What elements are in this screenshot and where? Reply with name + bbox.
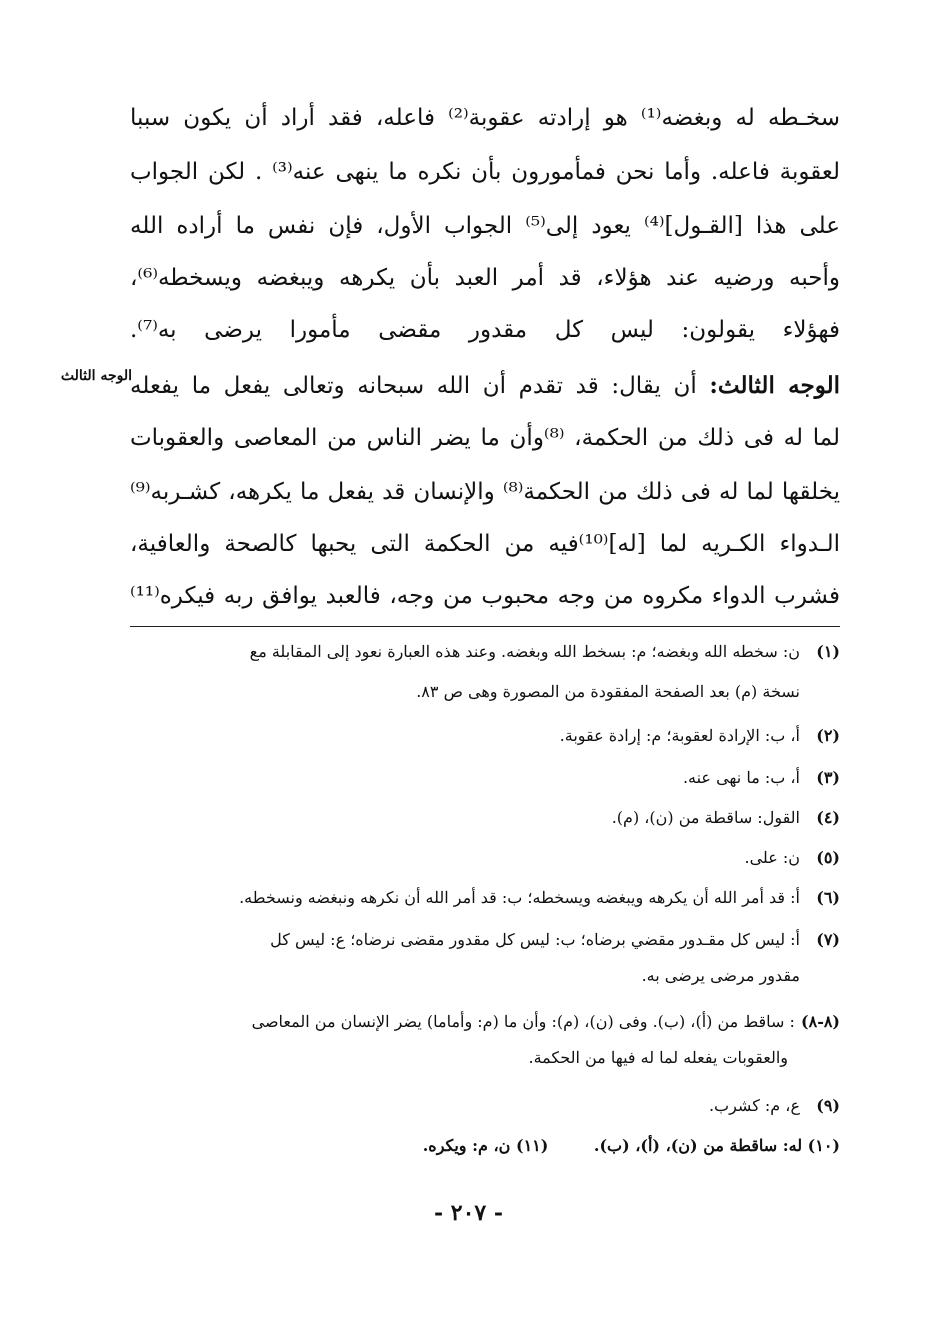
footnote-number: (١١) <box>515 1136 549 1155</box>
footnote-pair <box>130 1134 840 1158</box>
footnote <box>130 928 840 988</box>
section-line <box>130 366 840 406</box>
body-line: فهؤلاء يقولون: ليس كل مقدور مقضى مأمورا يرضى به⁽⁷⁾. <box>130 317 840 343</box>
section-line: يخلقها لما له فى ذلك من الحكمة⁽⁸⁾ والإنسان قد يفعل ما يكرهه، كشـربه⁽⁹⁾ <box>130 479 840 505</box>
body-line: سخـطه له وبغضه⁽¹⁾ هو إرادته عقوبة⁽²⁾ فاعله، فقد أراد أن يكون سببا <box>130 105 841 131</box>
footnote-number: (٣) <box>816 768 840 787</box>
footnote-number: (٢) <box>816 726 840 745</box>
footnote-text: ع، م: كشرب. <box>708 1096 800 1115</box>
body-line: لعقوبة فاعله. وأما نحن فمأمورون بأن نكره ما ينهى عنه⁽³⁾ . لكن الجواب <box>130 159 840 185</box>
footnote-text: : ساقط من (أ)، (ب). وفى (ن)، (م): وأن ما (م: وأماما) يضر الإنسان من المعاصى <box>251 1012 800 1031</box>
footnote-number: (٧) <box>816 930 840 949</box>
footnote-continuation: والعقوبات يفعله لما له فيها من الحكمة. <box>528 1048 788 1067</box>
footnote-text: ن، م: ويكره. <box>422 1136 511 1155</box>
footnote-text: له: ساقطة من (ن)، (أ)، (ب). <box>593 1136 803 1155</box>
footnote-number: (٨-٨) <box>801 1012 840 1031</box>
footnote-number: (٤) <box>816 808 840 827</box>
section-line: لما له فى ذلك من الحكمة، ⁽⁸⁾وأن ما يضر الناس من المعاصى والعقوبات <box>130 425 841 451</box>
footnote-number: (٥) <box>816 848 840 867</box>
section-line: الـدواء الكـريه لما [له]⁽¹⁰⁾فيه من الحكمة التى يحبها كالصحة والعافية، <box>130 531 840 557</box>
page-number: - ٢٠٧ - <box>433 1200 504 1226</box>
footnote <box>130 1010 840 1070</box>
footnote <box>130 846 840 870</box>
footnote-text: أ: قد أمر الله أن يكرهه ويبغضه ويسخطه؛ ب: قد أمر الله أن نكرهه ونبغضه ونسخطه. <box>239 888 800 907</box>
footnote <box>130 806 840 830</box>
footnote-text: ن: على. <box>744 848 800 867</box>
footnote-number: (١) <box>816 642 840 661</box>
footnote-number: (٩) <box>816 1096 840 1115</box>
footnote-continuation: مقدور مرضى يرضى به. <box>641 966 800 985</box>
footnote <box>130 1094 840 1118</box>
section-line: فشرب الدواء مكروه من وجه محبوب من وجه، فالعبد يوافق ربه فيكره⁽¹¹⁾ <box>130 583 840 609</box>
footnote <box>130 640 840 704</box>
footnote-continuation: نسخة (م) بعد الصفحة المفقودة من المصورة وهى ص ٨٣. <box>416 682 800 701</box>
body-line: وأحبه ورضيه عند هؤلاء، قد أمر العبد بأن يكرهه ويبغضه ويسخطه⁽⁶⁾، <box>130 265 840 291</box>
margin-note: الوجه الثالث <box>60 368 132 384</box>
footnote <box>130 724 840 748</box>
footnote-number: (٦) <box>816 888 840 907</box>
footnote-divider <box>130 626 840 627</box>
footnote-number: (١٠) <box>807 1136 840 1155</box>
section-text: أن يقال: قد تقدم أن الله سبحانه وتعالى يفعل ما يفعله <box>130 373 710 399</box>
footnote-text: أ: ليس كل مقـدور مقضي برضاه؛ ب: ليس كل مقدور مقضى نرضاه؛ ع: ليس كل <box>270 930 800 949</box>
footnote-text: أ، ب: ما نهى عنه. <box>682 768 800 787</box>
footnote-text: ن: سخطه الله وبغضه؛ م: بسخط الله وبغضه. وعند هذه العبارة نعود إلى المقابلة مع <box>249 642 800 661</box>
footnote <box>423 1134 549 1158</box>
footnote-text: أ، ب: الإرادة لعقوبة؛ م: إرادة عقوبة. <box>559 726 800 745</box>
footnote-text: القول: ساقطة من (ن)، (م). <box>611 808 800 827</box>
footnote <box>594 1134 840 1158</box>
footnote <box>130 886 840 910</box>
footnote <box>130 766 840 790</box>
section-heading: الوجه الثالث: <box>709 372 840 399</box>
body-line: على هذا [القـول]⁽⁴⁾ يعود إلى⁽⁵⁾ الجواب الأول، فإن نفس ما أراده الله <box>130 213 840 239</box>
